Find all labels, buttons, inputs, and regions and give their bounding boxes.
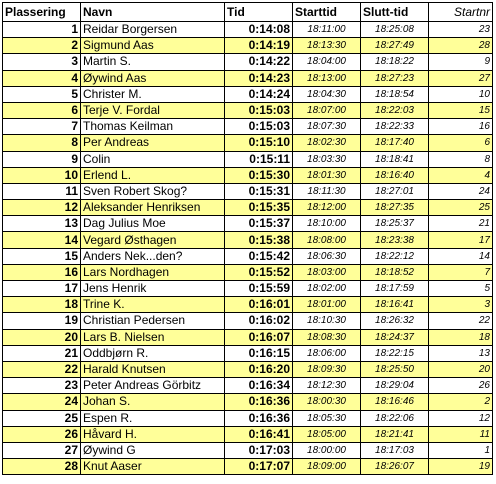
start-number-cell[interactable]: 9 [429, 54, 493, 70]
time-cell[interactable]: 0:14:23 [225, 70, 293, 86]
finish-time-cell[interactable]: 18:25:50 [361, 361, 429, 377]
start-time-cell[interactable]: 18:07:00 [293, 102, 361, 118]
place-cell[interactable]: 27 [3, 442, 81, 458]
start-number-cell[interactable]: 16 [429, 119, 493, 135]
start-time-cell[interactable]: 18:02:00 [293, 281, 361, 297]
finish-time-cell[interactable]: 18:18:22 [361, 54, 429, 70]
name-cell[interactable]: Terje V. Fordal [81, 102, 225, 118]
table-row [3, 313, 493, 329]
start-number-cell[interactable]: 23 [429, 22, 493, 38]
name-cell[interactable]: Dag Julius Moe [81, 216, 225, 232]
finish-time-cell[interactable]: 18:29:04 [361, 378, 429, 394]
start-number-cell[interactable]: 7 [429, 264, 493, 280]
results-table [2, 2, 493, 475]
place-cell[interactable]: 2 [3, 38, 81, 54]
place-cell[interactable]: 14 [3, 232, 81, 248]
place-cell[interactable]: 28 [3, 459, 81, 475]
name-cell[interactable]: Sven Robert Skog? [81, 183, 225, 199]
header-place[interactable]: Plassering [3, 3, 81, 22]
finish-time-cell[interactable]: 18:27:01 [361, 183, 429, 199]
table-row [3, 119, 493, 135]
finish-time-cell[interactable]: 18:22:06 [361, 410, 429, 426]
header-start-time[interactable]: Starttid [293, 3, 361, 22]
time-cell[interactable]: 0:16:36 [225, 394, 293, 410]
finish-time-cell[interactable]: 18:16:46 [361, 394, 429, 410]
table-row [3, 216, 493, 232]
place-cell[interactable]: 5 [3, 86, 81, 102]
time-cell[interactable]: 0:17:03 [225, 442, 293, 458]
place-cell[interactable]: 17 [3, 281, 81, 297]
time-cell[interactable]: 0:16:41 [225, 426, 293, 442]
name-cell[interactable]: Øywind Aas [81, 70, 225, 86]
place-cell[interactable]: 11 [3, 183, 81, 199]
header-row [3, 3, 493, 22]
place-cell[interactable]: 7 [3, 119, 81, 135]
time-cell[interactable]: 0:15:52 [225, 264, 293, 280]
start-number-cell[interactable]: 26 [429, 378, 493, 394]
start-number-cell[interactable]: 17 [429, 232, 493, 248]
finish-time-cell[interactable]: 18:22:15 [361, 345, 429, 361]
table-row [3, 459, 493, 475]
time-cell[interactable]: 0:16:02 [225, 313, 293, 329]
name-cell[interactable]: Thomas Keilman [81, 119, 225, 135]
time-cell[interactable]: 0:14:22 [225, 54, 293, 70]
finish-time-cell[interactable]: 18:21:41 [361, 426, 429, 442]
time-cell[interactable]: 0:15:42 [225, 248, 293, 264]
table-row [3, 248, 493, 264]
table-row [3, 345, 493, 361]
time-cell[interactable]: 0:15:11 [225, 151, 293, 167]
start-time-cell[interactable]: 18:05:00 [293, 426, 361, 442]
name-cell[interactable]: Christian Pedersen [81, 313, 225, 329]
start-number-cell[interactable]: 25 [429, 200, 493, 216]
finish-time-cell[interactable]: 18:27:49 [361, 38, 429, 54]
time-cell[interactable]: 0:16:20 [225, 361, 293, 377]
place-cell[interactable]: 10 [3, 167, 81, 183]
place-cell[interactable]: 16 [3, 264, 81, 280]
time-cell[interactable]: 0:14:08 [225, 22, 293, 38]
name-cell[interactable]: Reidar Borgersen [81, 22, 225, 38]
start-time-cell[interactable]: 18:10:00 [293, 216, 361, 232]
time-cell[interactable]: 0:15:31 [225, 183, 293, 199]
place-cell[interactable]: 9 [3, 151, 81, 167]
name-cell[interactable]: Colin [81, 151, 225, 167]
start-number-cell[interactable]: 10 [429, 86, 493, 102]
name-cell[interactable]: Anders Nek...den? [81, 248, 225, 264]
start-time-cell[interactable]: 18:03:00 [293, 264, 361, 280]
start-time-cell[interactable]: 18:10:30 [293, 313, 361, 329]
finish-time-cell[interactable]: 18:26:07 [361, 459, 429, 475]
time-cell[interactable]: 0:16:15 [225, 345, 293, 361]
place-cell[interactable]: 19 [3, 313, 81, 329]
start-time-cell[interactable]: 18:13:30 [293, 38, 361, 54]
start-number-cell[interactable]: 15 [429, 102, 493, 118]
header-finish-time[interactable]: Slutt-tid [361, 3, 429, 22]
place-cell[interactable]: 6 [3, 102, 81, 118]
start-time-cell[interactable]: 18:00:30 [293, 394, 361, 410]
place-cell[interactable]: 18 [3, 297, 81, 313]
finish-time-cell[interactable]: 18:22:12 [361, 248, 429, 264]
name-cell[interactable]: Jens Henrik [81, 281, 225, 297]
finish-time-cell[interactable]: 18:17:03 [361, 442, 429, 458]
table-row [3, 54, 493, 70]
name-cell[interactable]: Vegard Østhagen [81, 232, 225, 248]
place-cell[interactable]: 4 [3, 70, 81, 86]
finish-time-cell[interactable]: 18:22:33 [361, 119, 429, 135]
place-cell[interactable]: 8 [3, 135, 81, 151]
finish-time-cell[interactable]: 18:18:41 [361, 151, 429, 167]
start-number-cell[interactable]: 2 [429, 394, 493, 410]
table-row [3, 38, 493, 54]
finish-time-cell[interactable]: 18:17:59 [361, 281, 429, 297]
table-row [3, 135, 493, 151]
start-time-cell[interactable]: 18:09:00 [293, 459, 361, 475]
table-row [3, 167, 493, 183]
place-cell[interactable]: 3 [3, 54, 81, 70]
name-cell[interactable]: Aleksander Henriksen [81, 200, 225, 216]
start-time-cell[interactable]: 18:09:30 [293, 361, 361, 377]
start-time-cell[interactable]: 18:06:00 [293, 345, 361, 361]
start-number-cell[interactable]: 5 [429, 281, 493, 297]
start-number-cell[interactable]: 20 [429, 361, 493, 377]
name-cell[interactable]: Erlend L. [81, 167, 225, 183]
place-cell[interactable]: 12 [3, 200, 81, 216]
name-cell[interactable]: Oddbjørn R. [81, 345, 225, 361]
start-time-cell[interactable]: 18:02:30 [293, 135, 361, 151]
time-cell[interactable]: 0:15:03 [225, 119, 293, 135]
start-number-cell[interactable]: 8 [429, 151, 493, 167]
header-name[interactable]: Navn [81, 3, 225, 22]
start-time-cell[interactable]: 18:05:30 [293, 410, 361, 426]
start-time-cell[interactable]: 18:08:30 [293, 329, 361, 345]
start-number-cell[interactable]: 11 [429, 426, 493, 442]
start-time-cell[interactable]: 18:12:30 [293, 378, 361, 394]
start-time-cell[interactable]: 18:01:00 [293, 297, 361, 313]
finish-time-cell[interactable]: 18:22:03 [361, 102, 429, 118]
start-time-cell[interactable]: 18:12:00 [293, 200, 361, 216]
finish-time-cell[interactable]: 18:17:40 [361, 135, 429, 151]
start-time-cell[interactable]: 18:07:30 [293, 119, 361, 135]
time-cell[interactable]: 0:16:01 [225, 297, 293, 313]
time-cell[interactable]: 0:16:36 [225, 410, 293, 426]
name-cell[interactable]: Per Andreas [81, 135, 225, 151]
start-time-cell[interactable]: 18:06:30 [293, 248, 361, 264]
table-row [3, 86, 493, 102]
name-cell[interactable]: Lars Nordhagen [81, 264, 225, 280]
table-row [3, 378, 493, 394]
place-cell[interactable]: 1 [3, 22, 81, 38]
place-cell[interactable]: 13 [3, 216, 81, 232]
start-time-cell[interactable]: 18:08:00 [293, 232, 361, 248]
time-cell[interactable]: 0:15:03 [225, 102, 293, 118]
header-time[interactable]: Tid [225, 3, 293, 22]
name-cell[interactable]: Øywind G [81, 442, 225, 458]
place-cell[interactable]: 23 [3, 378, 81, 394]
name-cell[interactable]: Johan S. [81, 394, 225, 410]
name-cell[interactable]: Trine K. [81, 297, 225, 313]
time-cell[interactable]: 0:15:30 [225, 167, 293, 183]
time-cell[interactable]: 0:14:19 [225, 38, 293, 54]
finish-time-cell[interactable]: 18:16:40 [361, 167, 429, 183]
start-number-cell[interactable]: 4 [429, 167, 493, 183]
finish-time-cell[interactable]: 18:23:38 [361, 232, 429, 248]
time-cell[interactable]: 0:15:10 [225, 135, 293, 151]
name-cell[interactable]: Espen R. [81, 410, 225, 426]
time-cell[interactable]: 0:15:37 [225, 216, 293, 232]
results-body [3, 22, 493, 475]
start-number-cell[interactable]: 18 [429, 329, 493, 345]
time-cell[interactable]: 0:14:24 [225, 86, 293, 102]
name-cell[interactable]: Martin S. [81, 54, 225, 70]
start-number-cell[interactable]: 21 [429, 216, 493, 232]
start-number-cell[interactable]: 27 [429, 70, 493, 86]
finish-time-cell[interactable]: 18:25:37 [361, 216, 429, 232]
table-row [3, 361, 493, 377]
place-cell[interactable]: 25 [3, 410, 81, 426]
start-number-cell[interactable]: 1 [429, 442, 493, 458]
place-cell[interactable]: 15 [3, 248, 81, 264]
time-cell[interactable]: 0:15:38 [225, 232, 293, 248]
table-row [3, 297, 493, 313]
name-cell[interactable]: Harald Knutsen [81, 361, 225, 377]
table-row [3, 151, 493, 167]
time-cell[interactable]: 0:15:59 [225, 281, 293, 297]
name-cell[interactable]: Sigmund Aas [81, 38, 225, 54]
place-cell[interactable]: 22 [3, 361, 81, 377]
start-time-cell[interactable]: 18:11:00 [293, 22, 361, 38]
table-row [3, 442, 493, 458]
time-cell[interactable]: 0:17:07 [225, 459, 293, 475]
header-start-number[interactable]: Startnr [429, 3, 493, 22]
start-number-cell[interactable]: 24 [429, 183, 493, 199]
start-number-cell[interactable]: 22 [429, 313, 493, 329]
start-time-cell[interactable]: 18:00:00 [293, 442, 361, 458]
place-cell[interactable]: 26 [3, 426, 81, 442]
finish-time-cell[interactable]: 18:25:08 [361, 22, 429, 38]
start-time-cell[interactable]: 18:04:30 [293, 86, 361, 102]
table-row [3, 70, 493, 86]
table-row [3, 102, 493, 118]
name-cell[interactable]: Lars B. Nielsen [81, 329, 225, 345]
table-row [3, 394, 493, 410]
table-row [3, 329, 493, 345]
start-number-cell[interactable]: 14 [429, 248, 493, 264]
time-cell[interactable]: 0:16:07 [225, 329, 293, 345]
finish-time-cell[interactable]: 18:16:41 [361, 297, 429, 313]
finish-time-cell[interactable]: 18:26:32 [361, 313, 429, 329]
table-row [3, 281, 493, 297]
table-row [3, 200, 493, 216]
name-cell[interactable]: Knut Aaser [81, 459, 225, 475]
name-cell[interactable]: Christer M. [81, 86, 225, 102]
start-time-cell[interactable]: 18:01:30 [293, 167, 361, 183]
start-number-cell[interactable]: 13 [429, 345, 493, 361]
place-cell[interactable]: 20 [3, 329, 81, 345]
table-row [3, 410, 493, 426]
table-row [3, 22, 493, 38]
table-row [3, 183, 493, 199]
finish-time-cell[interactable]: 18:27:35 [361, 200, 429, 216]
finish-time-cell[interactable]: 18:24:37 [361, 329, 429, 345]
start-time-cell[interactable]: 18:04:00 [293, 54, 361, 70]
start-time-cell[interactable]: 18:03:30 [293, 151, 361, 167]
name-cell[interactable]: Peter Andreas Görbitz [81, 378, 225, 394]
start-number-cell[interactable]: 3 [429, 297, 493, 313]
start-number-cell[interactable]: 6 [429, 135, 493, 151]
start-time-cell[interactable]: 18:11:30 [293, 183, 361, 199]
finish-time-cell[interactable]: 18:18:54 [361, 86, 429, 102]
time-cell[interactable]: 0:15:35 [225, 200, 293, 216]
finish-time-cell[interactable]: 18:27:23 [361, 70, 429, 86]
table-row [3, 264, 493, 280]
place-cell[interactable]: 21 [3, 345, 81, 361]
start-time-cell[interactable]: 18:13:00 [293, 70, 361, 86]
name-cell[interactable]: Håvard H. [81, 426, 225, 442]
start-number-cell[interactable]: 28 [429, 38, 493, 54]
finish-time-cell[interactable]: 18:18:52 [361, 264, 429, 280]
table-row [3, 426, 493, 442]
place-cell[interactable]: 24 [3, 394, 81, 410]
start-number-cell[interactable]: 19 [429, 459, 493, 475]
table-row [3, 232, 493, 248]
start-number-cell[interactable]: 12 [429, 410, 493, 426]
time-cell[interactable]: 0:16:34 [225, 378, 293, 394]
